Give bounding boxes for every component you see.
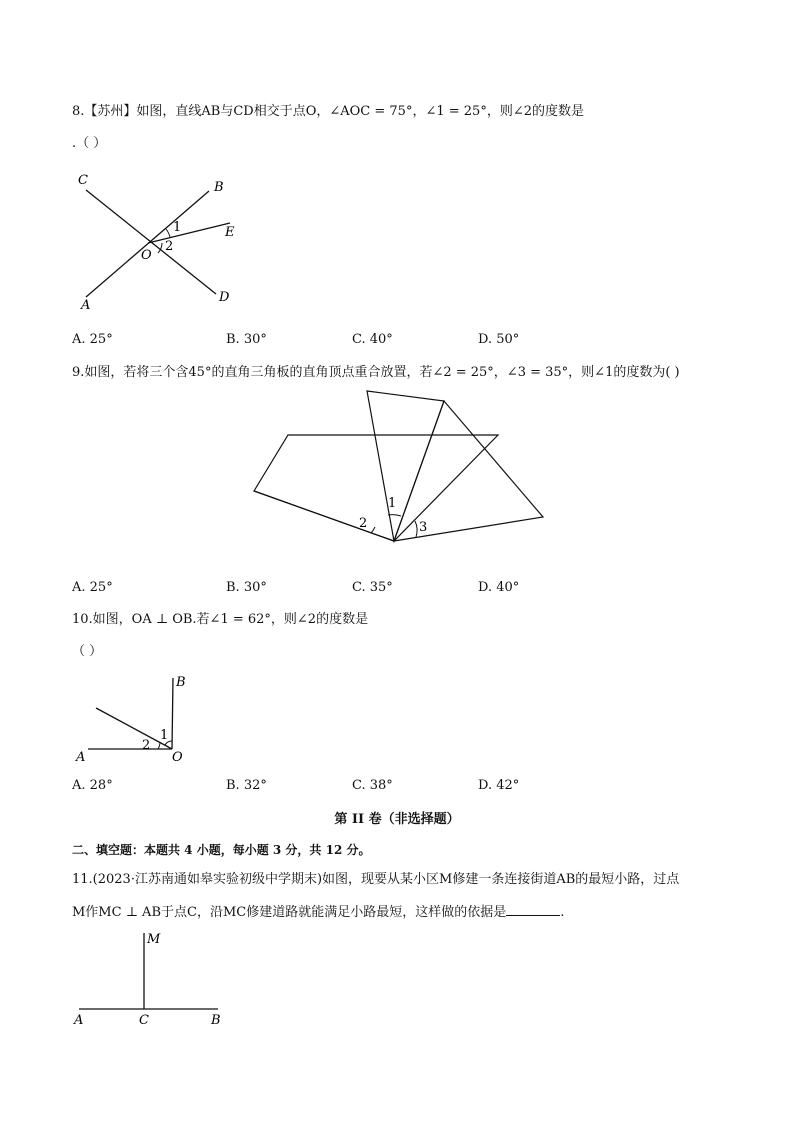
q8-option-d: D. 50° bbox=[478, 332, 520, 347]
q10-option-b: B. 32° bbox=[226, 778, 267, 793]
q10-option-d: D. 42° bbox=[478, 778, 520, 793]
q8-option-c: C. 40° bbox=[352, 332, 393, 347]
q10-option-a: A. 28° bbox=[72, 778, 113, 793]
label-angle-1: 1 bbox=[160, 728, 169, 743]
label-A: A bbox=[74, 1013, 84, 1028]
q11-line-2-end: . bbox=[560, 905, 565, 920]
fill-in-header: 二、填空题：本题共 4 小题，每小题 3 分，共 12 分。 bbox=[72, 843, 371, 857]
q9-option-c: C. 35° bbox=[352, 580, 393, 595]
q11-line-1: 11.(2023·江苏南通如皋实验初级中学期末)如图，现要从某小区M修建一条连接街道AB的最短小路，过点 bbox=[72, 872, 680, 887]
label-C: C bbox=[78, 173, 88, 188]
q11-line-2-text: M作MC ⊥ AB于点C，沿MC修建道路就能满足小路最短，这样做的依据是 bbox=[72, 905, 507, 920]
label-C: C bbox=[139, 1013, 149, 1028]
q8-option-a: A. 25° bbox=[72, 332, 113, 347]
label-angle-1: 1 bbox=[173, 220, 182, 235]
section-title: 第 II 卷（非选择题） bbox=[334, 812, 460, 827]
label-angle-2: 2 bbox=[359, 516, 368, 531]
label-O: O bbox=[172, 750, 183, 765]
label-E: E bbox=[225, 225, 235, 240]
q9-stem: 9.如图，若将三个含45°的直角三角板的直角顶点重合放置，若∠2 = 25°，∠3 = 35°，则∠1的度数为( ) bbox=[72, 365, 680, 380]
q10-stem: 10.如图，OA ⊥ OB.若∠1 = 62°，则∠2的度数是 bbox=[72, 612, 369, 627]
label-angle-2: 2 bbox=[165, 239, 174, 254]
label-A: A bbox=[81, 298, 91, 313]
label-O: O bbox=[141, 248, 152, 263]
label-B: B bbox=[214, 180, 224, 195]
label-angle-2: 2 bbox=[142, 738, 151, 753]
q10-option-c: C. 38° bbox=[352, 778, 393, 793]
q8-stem: 8.【苏州】如图，直线AB与CD相交于点O，∠AOC = 75°，∠1 = 25°，则∠2的度数是 bbox=[72, 104, 584, 119]
label-D: D bbox=[219, 290, 230, 305]
label-angle-3: 3 bbox=[419, 520, 428, 535]
label-B: B bbox=[176, 675, 186, 690]
q9-option-d: D. 40° bbox=[478, 580, 520, 595]
q8-option-b: B. 30° bbox=[226, 332, 267, 347]
label-A: A bbox=[76, 750, 86, 765]
q10-answer-paren: （ ） bbox=[72, 644, 103, 659]
label-B: B bbox=[211, 1013, 221, 1028]
q9-option-b: B. 30° bbox=[226, 580, 267, 595]
label-angle-1: 1 bbox=[388, 496, 397, 511]
q8-answer-paren: .（ ） bbox=[72, 136, 107, 151]
q9-option-a: A. 25° bbox=[72, 580, 113, 595]
label-M: M bbox=[147, 932, 161, 947]
